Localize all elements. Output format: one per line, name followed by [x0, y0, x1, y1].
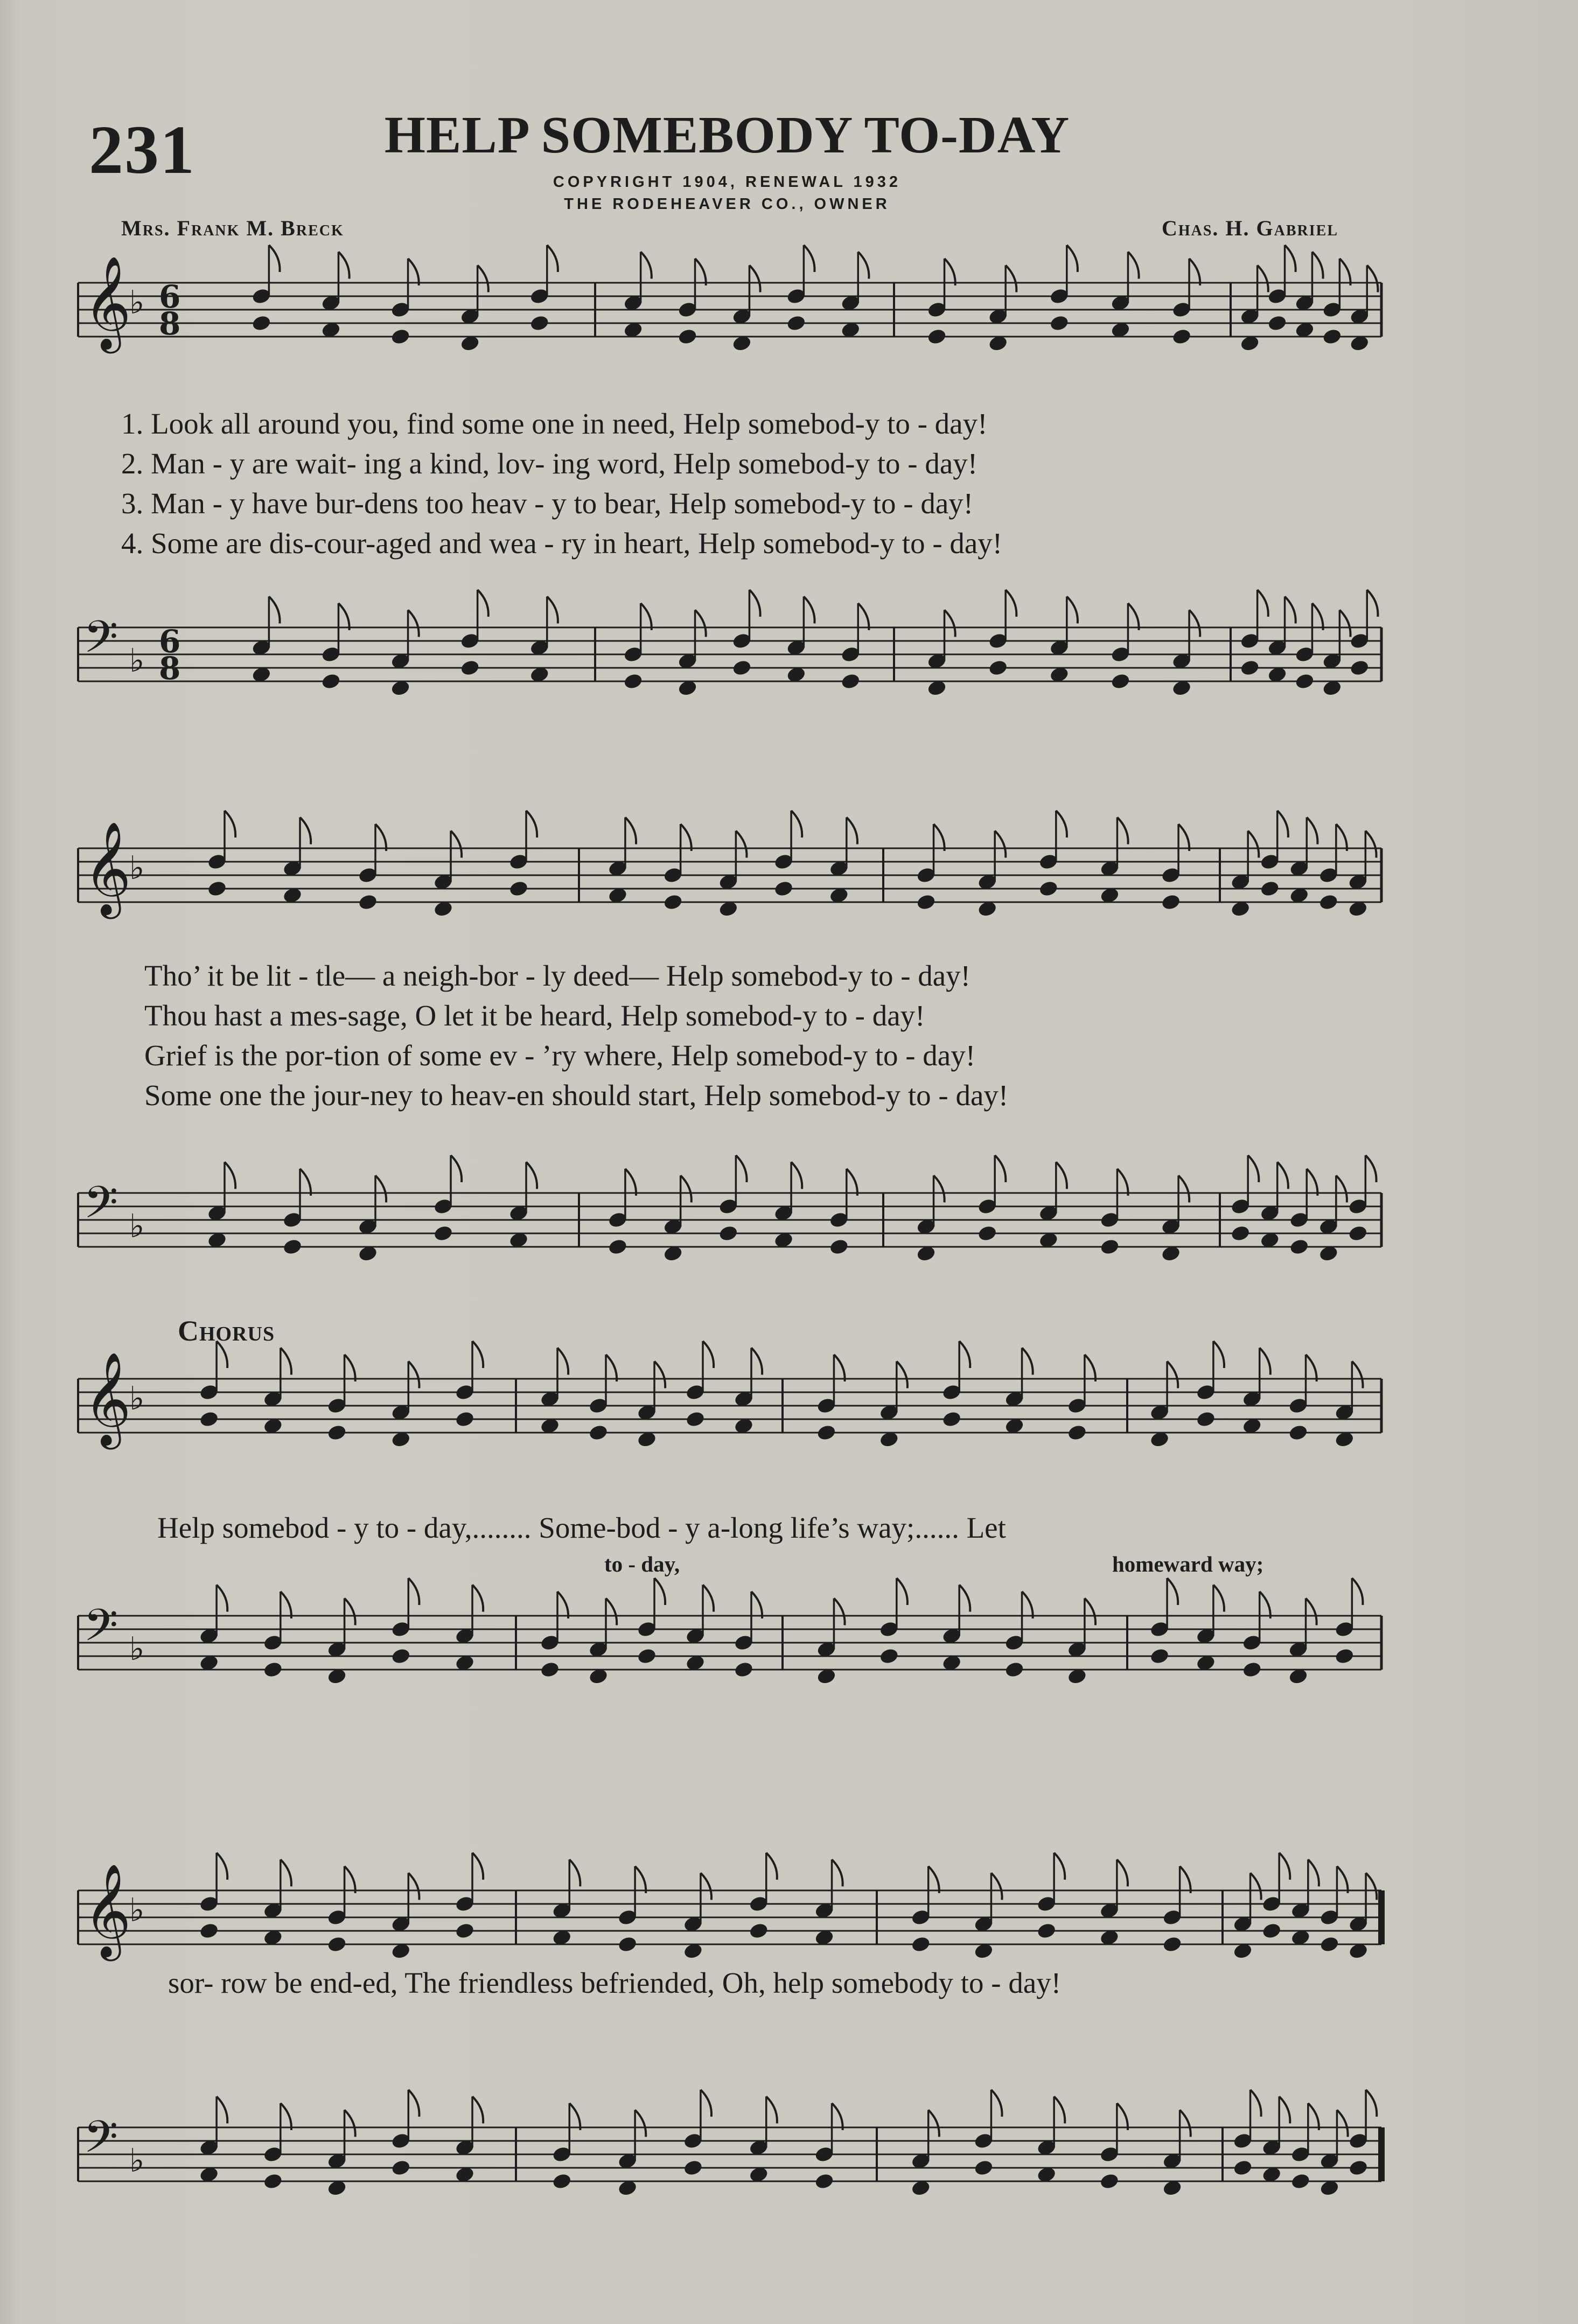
copyright-line-1: COPYRIGHT 1904, RENEWAL 1932 [553, 173, 902, 191]
note-flag [1366, 1873, 1377, 1900]
note-flag [1258, 590, 1268, 617]
note-flag [791, 1162, 802, 1189]
note-flag [858, 252, 869, 279]
notehead [199, 1922, 219, 1939]
notehead [1261, 1922, 1282, 1939]
notehead [1319, 1935, 1339, 1953]
verse-4-line-a: 4. Some are dis-cour-aged and wea - ry in heart, Help somebod-y to - day! [121, 527, 1003, 560]
note-flag [928, 2110, 939, 2137]
note-flag [1178, 1176, 1189, 1203]
note-flag [1367, 266, 1378, 292]
note-flag [408, 1873, 419, 1900]
flat-icon: ♭ [129, 1630, 145, 1668]
notehead [1242, 1660, 1262, 1678]
note-flag [834, 1355, 844, 1381]
note-flag [1260, 1348, 1270, 1375]
flat-icon: ♭ [129, 2142, 145, 2180]
flat-icon: ♭ [129, 1208, 145, 1245]
note-flag [736, 1155, 746, 1182]
notehead [1290, 2172, 1311, 2190]
note-flag [1022, 1348, 1033, 1375]
verses-block-1 [121, 404, 1002, 563]
notehead [326, 1935, 347, 1953]
note-flag [1006, 590, 1016, 617]
notehead [662, 893, 683, 911]
hymn-title: HELP SOMEBODY TO-DAY [384, 106, 1070, 164]
note-flag [606, 1355, 617, 1381]
chorus-lyric-1: Help somebod - y to - day,........ Some-bod - y a-long life’s way;...... Let [157, 1511, 1006, 1544]
note-flag [478, 590, 488, 617]
note-flag [408, 2090, 419, 2117]
notehead [731, 659, 752, 676]
note-flag [1213, 1341, 1224, 1368]
note-flag [1365, 1155, 1376, 1182]
note-flag [1312, 603, 1323, 630]
note-flag [897, 1578, 907, 1605]
note-flag [1213, 1585, 1224, 1612]
note-flag [1117, 818, 1128, 845]
verse-4-line-b: Some one the jour-ney to heav-en should start, Help somebod-y to - day! [144, 1079, 1009, 1112]
note-flag [1054, 1853, 1065, 1880]
notehead [588, 1423, 609, 1441]
note-flag [1307, 818, 1317, 845]
note-flag [1248, 1155, 1259, 1182]
note-flag [547, 597, 558, 624]
note-flag [681, 1176, 692, 1203]
notehead [734, 1660, 754, 1678]
notehead [390, 1647, 411, 1665]
notehead [1267, 314, 1287, 332]
notehead [551, 2172, 572, 2190]
note-flag [1308, 2103, 1319, 2130]
note-flag [654, 1578, 665, 1605]
notehead [1239, 659, 1260, 676]
note-flag [1251, 2090, 1261, 2117]
note-flag [1337, 2110, 1347, 2137]
verse-3-line-a: 3. Man - y have bur-dens too heav - y to bear, Help somebod-y to - day! [121, 487, 974, 520]
notehead [320, 672, 341, 690]
note-flag [1117, 1860, 1128, 1887]
note-flag [804, 597, 814, 624]
copyright-line-2: THE RODEHEAVER CO., OWNER [564, 196, 890, 213]
note-flag [1352, 1362, 1363, 1388]
notehead [455, 1922, 475, 1939]
note-flag [736, 831, 746, 858]
notehead [685, 1410, 706, 1428]
note-flag [654, 1362, 665, 1388]
note-flag [557, 1348, 568, 1375]
note-flag [281, 2103, 291, 2130]
notehead [1318, 893, 1339, 911]
note-flag [1248, 831, 1259, 858]
notehead [879, 1647, 899, 1665]
note-flag [345, 1599, 355, 1625]
note-flag [375, 1176, 386, 1203]
note-flag [1117, 2103, 1128, 2130]
verse-2-line-a: 2. Man - y are wait- ing a kind, lov- ing word, Help somebod-y to - day! [121, 447, 978, 480]
notehead [1196, 1410, 1216, 1428]
chorus-sub-lyric-b: homeward way; [1112, 1552, 1264, 1576]
notehead [1038, 880, 1059, 897]
clef-icon: 𝄢 [83, 611, 118, 674]
verse-1-line-a: 1. Look all around you, find some one in need, Help somebod-y to - day! [121, 407, 988, 440]
note-flag [345, 1866, 355, 1893]
flat-icon: ♭ [129, 849, 145, 887]
verse-1-line-b: Tho’ it be lit - tle— a neigh-bor - ly deed— Help somebod-y to - day! [144, 959, 970, 992]
note-flag [1285, 245, 1296, 272]
note-flag [225, 1162, 235, 1189]
note-flag [995, 1155, 1006, 1182]
clef-icon: 𝄞 [83, 1864, 131, 1957]
notehead [1289, 1238, 1309, 1255]
notehead [1230, 1224, 1251, 1242]
note-flag [1306, 1599, 1317, 1625]
notehead [508, 880, 529, 897]
author-credit: Mrs. Frank M. Breck [121, 216, 344, 240]
note-flag [345, 1355, 355, 1381]
chorus-label: Chorus [178, 1315, 275, 1347]
note-flag [1307, 1169, 1317, 1196]
flat-icon: ♭ [129, 1380, 145, 1418]
notehead [926, 327, 947, 345]
note-flag [1258, 266, 1268, 292]
flat-icon: ♭ [129, 284, 145, 322]
note-flag [641, 252, 652, 279]
note-flag [991, 2090, 1002, 2117]
notehead [282, 1238, 303, 1255]
note-flag [897, 1362, 907, 1388]
note-flag [1336, 1176, 1347, 1203]
note-flag [1189, 610, 1200, 637]
note-flag [703, 1341, 714, 1368]
notehead [207, 880, 227, 897]
note-flag [1285, 597, 1296, 624]
note-flag [1085, 1355, 1095, 1381]
note-flag [217, 2097, 227, 2124]
note-flag [1178, 824, 1189, 851]
notehead [941, 1410, 962, 1428]
chorus-lyric-2: sor- row be end-ed, The friendless befriended, Oh, help somebody to - day! [168, 1966, 1062, 1999]
note-flag [681, 824, 692, 851]
notehead [529, 314, 550, 332]
note-flag [766, 1853, 777, 1880]
note-flag [804, 245, 814, 272]
notehead [455, 1410, 475, 1428]
notehead [973, 2159, 994, 2176]
notehead [1004, 1660, 1024, 1678]
note-flag [557, 1592, 568, 1618]
note-flag [832, 2103, 843, 2130]
notehead [1049, 314, 1070, 332]
note-flag [281, 1592, 291, 1618]
notehead [911, 1935, 931, 1953]
note-flag [408, 1578, 419, 1605]
notehead [1036, 1922, 1057, 1939]
note-flag [945, 610, 955, 637]
note-flag [695, 610, 706, 637]
note-flag [625, 818, 636, 845]
notehead [617, 1935, 638, 1953]
clef-icon: 𝄞 [83, 821, 131, 915]
notehead [390, 327, 410, 345]
note-flag [858, 603, 869, 630]
note-flag [934, 824, 945, 851]
note-flag [959, 1585, 970, 1612]
time-signature-bottom: 8 [159, 650, 181, 687]
verse-3-line-b: Grief is the por-tion of some ev - ’ry where, Help somebod-y to - day! [144, 1039, 976, 1072]
verses-block-2 [144, 956, 1008, 1115]
note-flag [345, 2110, 355, 2137]
verse-2-line-b: Thou hast a mes-sage, O let it be heard, Help somebod-y to - day! [144, 999, 925, 1032]
notehead [1322, 327, 1342, 345]
time-signature-top: 6 [159, 278, 181, 315]
note-flag [281, 1860, 291, 1887]
note-flag [1167, 1578, 1178, 1605]
notehead [251, 314, 271, 332]
notehead [1349, 659, 1370, 676]
note-flag [995, 831, 1006, 858]
note-flag [1366, 2090, 1377, 2117]
hymn-number: 231 [89, 111, 195, 188]
note-flag [701, 1873, 711, 1900]
note-flag [1339, 610, 1350, 637]
notehead [433, 1224, 453, 1242]
note-flag [1085, 1599, 1095, 1625]
note-flag [1260, 1592, 1270, 1618]
note-flag [1167, 1362, 1178, 1388]
note-flag [1277, 811, 1288, 838]
note-flag [547, 245, 558, 272]
notehead [718, 1224, 738, 1242]
note-flag [1339, 259, 1350, 285]
flat-icon: ♭ [129, 1892, 145, 1929]
time-signature-top: 6 [159, 623, 181, 660]
note-flag [408, 259, 419, 285]
note-flag [703, 1585, 714, 1612]
note-flag [1117, 1169, 1128, 1196]
notehead [1232, 2159, 1253, 2176]
note-flag [1352, 1578, 1363, 1605]
note-flag [281, 1348, 291, 1375]
notehead [1171, 327, 1192, 345]
note-flag [1336, 824, 1347, 851]
notehead [326, 1423, 347, 1441]
note-flag [408, 1362, 419, 1388]
notehead [263, 2172, 283, 2190]
clef-icon: 𝄢 [83, 1176, 118, 1239]
note-flag [569, 1860, 580, 1887]
note-flag [1365, 831, 1376, 858]
notehead [390, 2159, 411, 2176]
notehead [623, 672, 643, 690]
note-flag [791, 811, 802, 838]
notehead [1099, 1238, 1120, 1255]
note-flag [1308, 1860, 1319, 1887]
note-flag [472, 2097, 483, 2124]
notehead [786, 314, 806, 332]
clef-icon: 𝄢 [83, 1599, 118, 1662]
notehead [977, 1224, 997, 1242]
notehead [1348, 2159, 1368, 2176]
note-flag [1279, 2097, 1290, 2124]
note-flag [1056, 811, 1067, 838]
chorus-sub-lyric-a: to - day, [604, 1552, 680, 1576]
note-flag [1312, 252, 1323, 279]
composer-credit: Chas. H. Gabriel [1161, 216, 1338, 240]
note-flag [526, 811, 537, 838]
notehead [263, 1660, 283, 1678]
notehead [1162, 1935, 1182, 1953]
flat-icon: ♭ [129, 642, 145, 680]
note-flag [1128, 603, 1139, 630]
note-flag [225, 811, 235, 838]
notehead [540, 1660, 560, 1678]
notehead [1099, 2172, 1120, 2190]
note-flag [959, 1341, 970, 1368]
note-flag [338, 603, 349, 630]
notehead [1161, 893, 1181, 911]
note-flag [451, 1155, 462, 1182]
note-flag [751, 1348, 762, 1375]
note-flag [847, 818, 857, 845]
note-flag [472, 1585, 483, 1612]
note-flag [834, 1599, 844, 1625]
note-flag [269, 245, 280, 272]
clef-icon: 𝄞 [83, 256, 131, 350]
note-flag [569, 2103, 580, 2130]
notehead [916, 893, 936, 911]
note-flag [945, 259, 955, 285]
note-flag [269, 597, 280, 624]
note-flag [1022, 1592, 1033, 1618]
notehead [459, 659, 480, 676]
note-flag [1337, 1866, 1347, 1893]
notehead [1294, 672, 1315, 690]
note-flag [526, 1162, 537, 1189]
note-flag [934, 1176, 945, 1203]
notehead [1347, 1224, 1368, 1242]
note-flag [338, 252, 349, 279]
note-flag [300, 818, 311, 845]
note-flag [749, 590, 760, 617]
notehead [1288, 1423, 1308, 1441]
note-flag [766, 2097, 777, 2124]
notehead [988, 659, 1008, 676]
notehead [1149, 1647, 1170, 1665]
note-flag [1279, 1853, 1290, 1880]
note-flag [641, 603, 652, 630]
notehead [683, 2159, 703, 2176]
notehead [608, 1238, 628, 1255]
note-flag [472, 1341, 483, 1368]
note-flag [1006, 266, 1016, 292]
note-flag [217, 1585, 227, 1612]
clef-icon: 𝄢 [83, 2111, 118, 2174]
notehead [749, 1922, 769, 1939]
note-flag [749, 266, 760, 292]
note-flag [217, 1853, 227, 1880]
note-flag [635, 1866, 646, 1893]
note-flag [625, 1169, 636, 1196]
notehead [840, 672, 861, 690]
notehead [637, 1647, 657, 1665]
notehead [358, 893, 378, 911]
notehead [199, 1410, 219, 1428]
note-flag [1054, 2097, 1065, 2124]
notehead [1110, 672, 1130, 690]
note-flag [751, 1592, 762, 1618]
note-flag [1277, 1162, 1288, 1189]
note-flag [1251, 1873, 1261, 1900]
note-flag [1180, 2110, 1191, 2137]
notehead [773, 880, 794, 897]
time-signature-bottom: 8 [159, 305, 181, 342]
notehead [677, 327, 697, 345]
note-flag [928, 1866, 939, 1893]
notehead [1260, 880, 1280, 897]
note-flag [408, 610, 419, 637]
note-flag [695, 259, 706, 285]
note-flag [1367, 590, 1378, 617]
note-flag [701, 2090, 711, 2117]
note-flag [300, 1169, 311, 1196]
note-flag [1189, 259, 1200, 285]
note-flag [1067, 245, 1078, 272]
notehead [814, 2172, 834, 2190]
notehead [816, 1423, 836, 1441]
note-flag [606, 1599, 617, 1625]
note-flag [478, 266, 488, 292]
note-flag [375, 824, 386, 851]
notehead [1067, 1423, 1087, 1441]
note-flag [1067, 597, 1078, 624]
note-flag [635, 2110, 646, 2137]
note-flag [1180, 1866, 1191, 1893]
note-flag [472, 1853, 483, 1880]
note-flag [991, 1873, 1002, 1900]
note-flag [847, 1169, 857, 1196]
note-flag [1306, 1355, 1317, 1381]
note-flag [832, 1860, 843, 1887]
notehead [1334, 1647, 1354, 1665]
notehead [829, 1238, 849, 1255]
note-flag [451, 831, 462, 858]
note-flag [1056, 1162, 1067, 1189]
note-flag [1128, 252, 1139, 279]
clef-icon: 𝄞 [83, 1352, 131, 1446]
